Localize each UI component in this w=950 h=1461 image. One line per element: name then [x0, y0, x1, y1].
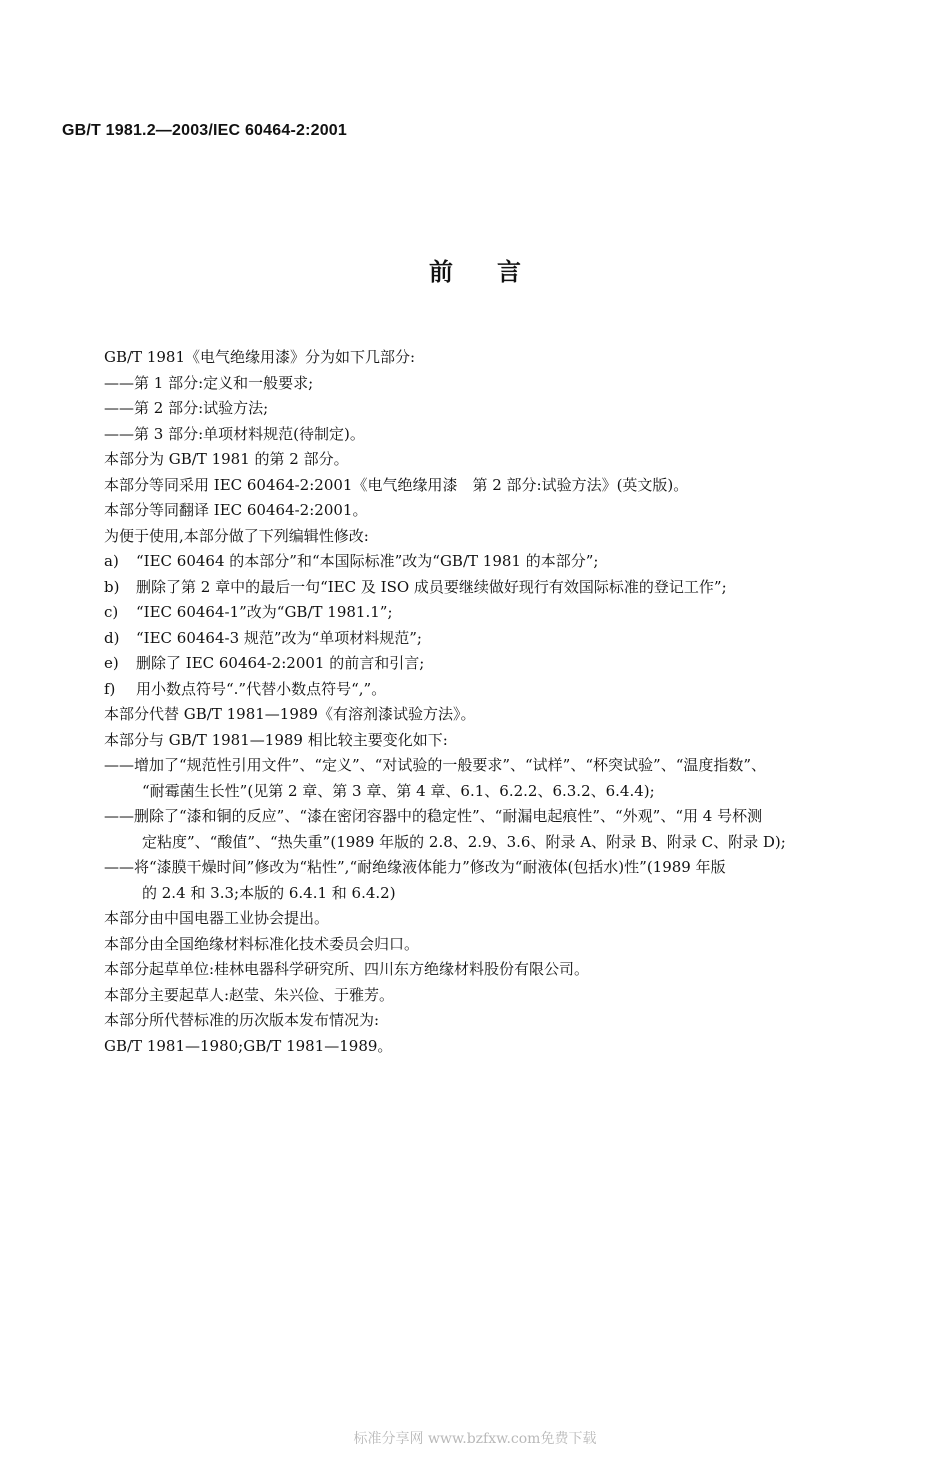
list-marker: b)	[104, 577, 120, 596]
change-item-continuation: 的 2.4 和 3.3;本版的 6.4.1 和 6.4.2)	[142, 883, 396, 902]
paragraph: 本部分所代替标准的历次版本发布情况为:	[104, 1011, 380, 1029]
paragraph: 为便于使用,本部分做了下列编辑性修改:	[104, 526, 369, 545]
paragraph: ——第 3 部分:单项材料规范(待制定)。	[104, 424, 365, 443]
paragraph: 本部分起草单位:桂林电器科学研究所、四川东方绝缘材料股份有限公司。	[104, 960, 590, 978]
paragraph-changes-intro: 本部分与 GB/T 1981—1989 相比较主要变化如下:	[104, 730, 448, 749]
edit-list-item	[104, 600, 884, 626]
list-item-text: “IEC 60464-3 规范”改为“单项材料规范”;	[136, 628, 422, 647]
list-marker: c)	[104, 603, 119, 621]
list-item-text: “IEC 60464 的本部分”和“本国际标准”改为“GB/T 1981 的本部分”;	[136, 552, 599, 570]
list-marker: a)	[104, 552, 119, 570]
paragraph: 本部分由全国绝缘材料标准化技术委员会归口。	[104, 934, 420, 953]
list-item-text: “IEC 60464-1”改为“GB/T 1981.1”;	[136, 603, 393, 621]
paragraph-replaces: 本部分代替 GB/T 1981—1989《有溶剂漆试验方法》。	[104, 705, 476, 723]
paragraph: GB/T 1981—1980;GB/T 1981—1989。	[104, 1036, 393, 1055]
paragraph: 本部分为 GB/T 1981 的第 2 部分。	[104, 450, 349, 468]
change-item-continuation: “耐霉菌生长性”(见第 2 章、第 3 章、第 4 章、6.1、6.2.2、6.3.2、6.4.4);	[142, 781, 655, 800]
paragraph: ——第 1 部分:定义和一般要求;	[104, 373, 314, 392]
change-item-line: ——将“漆膜干燥时间”修改为“粘性”,“耐绝缘液体能力”修改为“耐液体(包括水)性”(1989 年版	[104, 858, 726, 876]
standard-number-header: GB/T 1981.2—2003/IEC 60464-2:2001	[62, 122, 347, 139]
edit-list-item	[104, 575, 884, 601]
paragraph: 本部分等同翻译 IEC 60464-2:2001。	[104, 501, 368, 519]
list-item-text: 用小数点符号“.”代替小数点符号“,”。	[136, 679, 387, 698]
edit-list-item	[104, 651, 884, 677]
paragraph: GB/T 1981《电气绝缘用漆》分为如下几部分:	[104, 348, 416, 366]
list-marker: e)	[104, 654, 119, 672]
edit-list-item	[104, 626, 884, 652]
change-item-line: ——删除了“漆和铜的反应”、“漆在密闭容器中的稳定性”、“耐漏电起痕性”、“外观”、“用 4 号杯测	[104, 807, 763, 825]
list-marker: d)	[104, 628, 120, 647]
footer-watermark: 标准分享网 www.bzfxw.com免费下载	[353, 1431, 597, 1447]
change-item-line: ——增加了“规范性引用文件”、“定义”、“对试验的一般要求”、“试样”、“杯突试验”、“温度指数”、	[104, 756, 767, 774]
change-item-continuation: 定粘度”、“酸值”、“热失重”(1989 年版的 2.8、2.9、3.6、附录 A、附录 B、附录 C、附录 D);	[142, 832, 786, 851]
paragraph: 本部分主要起草人:赵莹、朱兴俭、于雅芳。	[104, 985, 395, 1004]
document-body	[104, 345, 884, 1059]
edit-list-item	[104, 677, 884, 703]
paragraph: ——第 2 部分:试验方法;	[104, 399, 269, 417]
page-title: 前言	[429, 258, 565, 286]
paragraph: 本部分由中国电器工业协会提出。	[104, 909, 330, 927]
paragraph: 本部分等同采用 IEC 60464-2:2001《电气绝缘用漆 第 2 部分:试验方法》(英文版)。	[104, 475, 689, 494]
list-item-text: 删除了 IEC 60464-2:2001 的前言和引言;	[136, 654, 425, 672]
list-item-text: 删除了第 2 章中的最后一句“IEC 及 ISO 成员要继续做好现行有效国际标准的登记工作”;	[136, 577, 727, 596]
edit-list-item	[104, 549, 884, 575]
list-marker: f)	[104, 679, 116, 698]
